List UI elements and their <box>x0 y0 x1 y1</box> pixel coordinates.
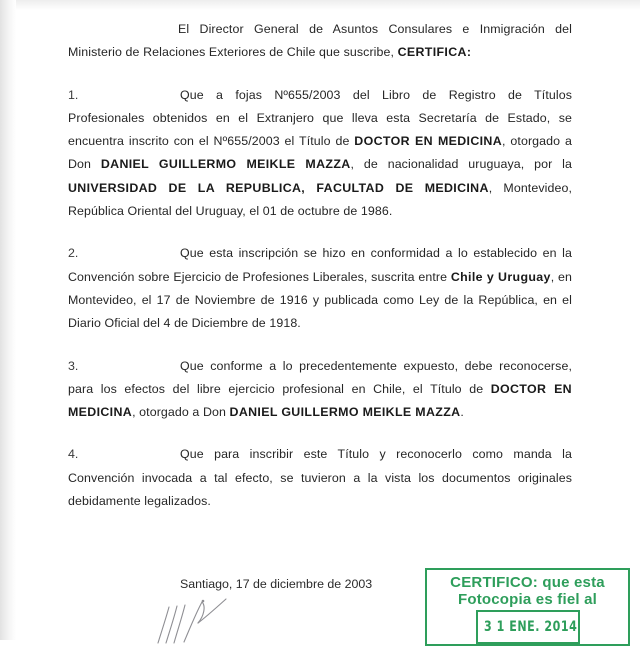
document-body <box>68 18 572 513</box>
clause-3 <box>68 355 572 425</box>
clause-text: Que para inscribir este Título y reconocerlo como manda la Convención invocada a tal efecto, se tuvieron a la vista los documentos originales debidamente legalizados. <box>68 447 572 509</box>
clause-text: Que esta inscripción se hizo en conformidad a lo establecido en la Convención sobre Ejercicio de Profesiones Liberales, suscrita entre Chile y Uruguay, en Montevideo, el 17 de Noviembre de 1916 y publicada como Ley de la República, en el Diario Oficial del 4 de Diciembre de 1918. <box>68 246 573 331</box>
certification-header-paragraph: El Director General de Asuntos Consulares e Inmigración del Ministerio de Relaciones Exteriores de Chile que suscribe, CERTIFICA: <box>68 22 572 60</box>
clause-1 <box>68 84 572 224</box>
clause-marker: 2. <box>68 246 79 261</box>
place-and-date: Santiago, 17 de diciembre de 2003 <box>180 577 373 591</box>
clause-marker: 3. <box>68 358 79 373</box>
clause-4 <box>68 443 572 513</box>
clause-marker: 4. <box>68 447 79 462</box>
stamp-date: 3 1 ENE. 2014 <box>483 619 577 635</box>
scan-shading-top <box>0 0 640 10</box>
certified-copy-stamp <box>425 568 630 646</box>
handwritten-signature <box>140 596 330 644</box>
clause-2 <box>68 242 572 335</box>
stamp-line-1: CERTIFICO: que esta <box>450 574 605 591</box>
clause-marker: 1. <box>68 87 79 102</box>
clause-text: Que a fojas Nº655/2003 del Libro de Registro de Títulos Profesionales obtenidos en el Extranjero que lleva esta Secretaría de Estado, se encuentra inscrito con el Nº655/2003 el Título de DOCTOR EN MEDICINA, otorgado a Don DANIEL GUILLERMO MEIKLE MAZZA, de nacionalidad uruguaya, por la UNIVERSIDAD DE LA REPUBLICA, FACULTAD DE MEDICINA, Montevideo, República Oriental del Uruguay, el 01 de octubre de 1986. <box>68 87 573 219</box>
stamp-date-box <box>476 610 580 644</box>
stamp-line-2: Fotocopia es fiel al <box>457 591 598 608</box>
scan-shading-left <box>0 0 16 640</box>
clause-text: Que conforme a lo precedentemente expuesto, debe reconocerse, para los efectos del libre ejercicio profesional en Chile, el Título de DOCTOR EN MEDICINA, otorgado a Don DANIEL GUILLERMO MEIKLE MAZZA. <box>68 358 572 420</box>
